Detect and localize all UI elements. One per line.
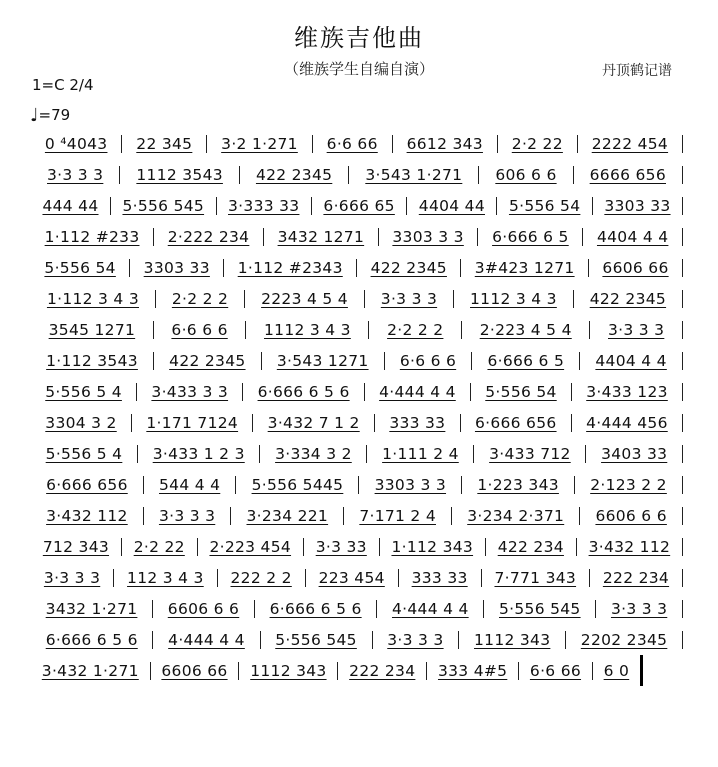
measure: 2·223 4 5 4	[462, 321, 590, 339]
measure: 2222 454	[578, 135, 683, 153]
score-line	[31, 655, 643, 686]
measure: 5·556 5445	[236, 476, 359, 494]
measure: 6·666 656	[31, 476, 144, 494]
measure: 3#423 1271	[461, 259, 589, 277]
measure: 6·6 6 6	[385, 352, 473, 370]
measure: 1112 3543	[120, 166, 240, 184]
score-line	[31, 221, 683, 252]
score-line	[31, 593, 683, 624]
measure: 6·666 6 5	[478, 228, 583, 246]
quarter-note-icon: ♩	[30, 105, 39, 126]
measure: 6·666 6 5 6	[243, 383, 365, 401]
measure: 5·556 54	[471, 383, 572, 401]
measure: 3·3 3 3	[596, 600, 683, 618]
measure: 3·432 112	[577, 538, 683, 556]
measure: 6612 343	[393, 135, 498, 153]
measure: 422 2345	[357, 259, 461, 277]
measure: 6606 66	[589, 259, 683, 277]
score-line	[31, 500, 683, 531]
measure: 3·3 3 3	[31, 569, 114, 587]
measure: 3·234 221	[231, 507, 344, 525]
measure: 333 33	[375, 414, 461, 432]
measure: 3·3 3 3	[590, 321, 683, 339]
measure: 1·112 #233	[31, 228, 154, 246]
measure: 0 ⁴4043	[31, 135, 122, 153]
measure: 1·223 343	[462, 476, 575, 494]
measure: 2·223 454	[198, 538, 304, 556]
measure: 6666 656	[574, 166, 683, 184]
score-line	[31, 190, 683, 221]
measure: 1112 343	[459, 631, 566, 649]
score-line	[31, 376, 683, 407]
measure: 712 343	[31, 538, 122, 556]
measure: 3303 33	[593, 197, 683, 215]
measure: 6606 6 6	[153, 600, 255, 618]
measure: 3·433 3 3	[137, 383, 243, 401]
measure: 4·444 4 4	[365, 383, 471, 401]
score-line	[31, 562, 683, 593]
measure: 3·3 33	[304, 538, 380, 556]
measure: 5·556 545	[484, 600, 596, 618]
measure: 4404 4 4	[580, 352, 683, 370]
measure: 422 2345	[240, 166, 349, 184]
measure: 3·2 1·271	[207, 135, 312, 153]
tempo-marking	[30, 104, 70, 125]
page-title: 维族吉他曲	[294, 24, 424, 52]
measure: 3403 33	[586, 445, 683, 463]
measure: 333 4#5	[427, 662, 519, 680]
measure: 2·123 2 2	[575, 476, 683, 494]
measure: 1·111 2 4	[367, 445, 474, 463]
score-line	[31, 469, 683, 500]
measure: 444 44	[31, 197, 111, 215]
measure: 3·543 1·271	[349, 166, 479, 184]
measure: 5·556 54	[31, 259, 130, 277]
measure: 3·234 2·371	[452, 507, 580, 525]
score-line	[31, 531, 683, 562]
measure: 1·112 3543	[31, 352, 154, 370]
measure: 7·771 343	[482, 569, 590, 587]
score-line	[31, 314, 683, 345]
measure: 3·3 3 3	[144, 507, 232, 525]
score-line	[31, 624, 683, 655]
score-line	[31, 283, 683, 314]
measure: 3·433 123	[572, 383, 683, 401]
score-line	[31, 345, 683, 376]
measure: 5·556 5 4	[31, 383, 137, 401]
measure: 6 0	[603, 661, 630, 680]
score-line	[31, 438, 683, 469]
measure: 2·2 2 2	[156, 290, 245, 308]
measure: 2202 2345	[566, 631, 683, 649]
measure: 3·433 1 2 3	[138, 445, 260, 463]
measure: 6·666 65	[312, 197, 407, 215]
measure: 3545 1271	[31, 321, 154, 339]
measure: 3·3 3 3	[31, 166, 120, 184]
measure: 4·444 456	[572, 414, 683, 432]
measure: 5·556 54	[497, 197, 592, 215]
measure: 3·543 1271	[262, 352, 385, 370]
measure: 1112 3 4 3	[454, 290, 574, 308]
measure: 422 234	[486, 538, 577, 556]
measure: 544 4 4	[144, 476, 237, 494]
measure: 223 454	[306, 569, 399, 587]
measure: 4·444 4 4	[153, 631, 260, 649]
measure: 3·432 1·271	[31, 662, 151, 680]
measure: 1·112 343	[380, 538, 486, 556]
measure: 22 345	[122, 135, 207, 153]
measure: 5·556 5 4	[31, 445, 138, 463]
measure: 1·171 7124	[132, 414, 253, 432]
measure: 3303 3 3	[379, 228, 479, 246]
subtitle: （维族学生自编自演）	[283, 60, 434, 78]
tempo-value: =79	[38, 106, 71, 124]
measure: 4404 4 4	[583, 228, 683, 246]
measure: 3303 3 3	[359, 476, 462, 494]
measure: 422 2345	[154, 352, 262, 370]
transcriber-credit: 丹顶鹤记谱	[602, 63, 672, 79]
measure: 1·112 3 4 3	[31, 290, 156, 308]
measure: 422 2345	[574, 290, 683, 308]
measure: 2·2 22	[498, 135, 578, 153]
measure: 3·333 33	[217, 197, 312, 215]
measure: 3·432 112	[31, 507, 144, 525]
measure: 5·556 545	[111, 197, 217, 215]
measure: 3·3 3 3	[373, 631, 460, 649]
measure: 6·666 656	[461, 414, 572, 432]
measure: 222 234	[590, 569, 683, 587]
measure: 6606 66	[151, 662, 240, 680]
measure: 6·666 6 5 6	[255, 600, 377, 618]
measure: 2·2 22	[122, 538, 198, 556]
measure: 1112 343	[239, 662, 338, 680]
measure: 6·6 6 6	[154, 321, 247, 339]
score-line	[31, 128, 683, 159]
score-line	[31, 407, 683, 438]
measure: 333 33	[399, 569, 482, 587]
measure: 6·666 6 5	[472, 352, 580, 370]
measure: 2·222 234	[154, 228, 264, 246]
measure: 222 2 2	[218, 569, 306, 587]
measure: 1·112 #2343	[224, 259, 357, 277]
score-line	[31, 159, 683, 190]
measure: 3303 33	[130, 259, 224, 277]
measure: 1112 3 4 3	[246, 321, 369, 339]
measure: 3·334 3 2	[260, 445, 367, 463]
measure: 3·3 3 3	[365, 290, 454, 308]
measure: 7·171 2 4	[344, 507, 452, 525]
score-body	[31, 128, 683, 686]
measure: 3·433 712	[474, 445, 586, 463]
measure: 6·666 6 5 6	[31, 631, 153, 649]
measure: 5·556 545	[261, 631, 373, 649]
measure: 4404 44	[407, 197, 497, 215]
measure: 222 234	[338, 662, 427, 680]
measure: 3432 1·271	[31, 600, 153, 618]
measure: 3432 1271	[264, 228, 379, 246]
measure: 4·444 4 4	[377, 600, 484, 618]
measure: 112 3 4 3	[114, 569, 217, 587]
measure: 3·432 7 1 2	[253, 414, 375, 432]
measure: 2·2 2 2	[369, 321, 462, 339]
measure: 6·6 66	[313, 135, 393, 153]
measure: 606 6 6	[479, 166, 573, 184]
measure: 6·6 66	[519, 662, 593, 680]
measure: 2223 4 5 4	[245, 290, 365, 308]
measure: 3304 3 2	[31, 414, 132, 432]
key-signature: 1=C 2/4	[32, 76, 94, 94]
measure: 6606 6 6	[580, 507, 683, 525]
score-line	[31, 252, 683, 283]
